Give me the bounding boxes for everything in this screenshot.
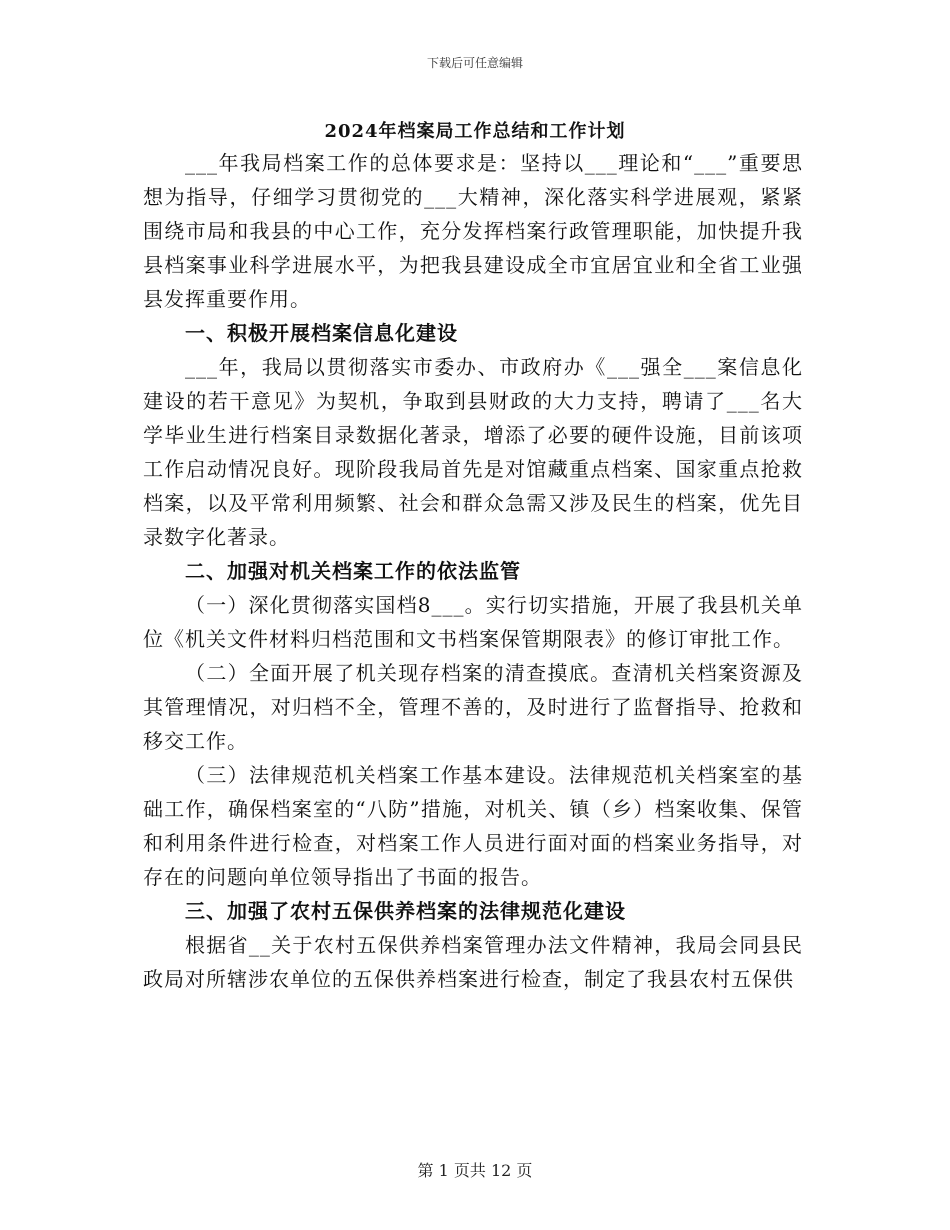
paragraph-intro: ___年我局档案工作的总体要求是：坚持以___理论和“___”重要思想为指导，仔细学习贯彻党的___大精神，深化落实科学进展观，紧紧围绕市局和我县的中心工作，充分发挥档案行政管理职能，加快提升我县档案事业科学进展水平，为把我县建设成全市宜居宜业和全省工业强县发挥重要作用。 (143, 151, 803, 311)
section-heading-1: 一、积极开展档案信息化建设 (185, 321, 458, 345)
document-body (143, 146, 803, 996)
document-title: 2024年档案局工作总结和工作计划 (324, 121, 626, 142)
page-header: 下载后可任意编辑 (426, 56, 523, 70)
paragraph-section-2-item-2: （二）全面开展了机关现存档案的清查摸底。查清机关档案资源及其管理情况，对归档不全，管理不善的，及时进行了监督指导、抢救和移交工作。 (143, 661, 803, 753)
paragraph-section-2-item-3: （三）法律规范机关档案工作基本建设。法律规范机关档案室的基础工作，确保档案室的“八防”措施，对机关、镇（乡）档案收集、保管和利用条件进行检查，对档案工作人员进行面对面的档案业务指导，对存在的问题向单位领导指出了书面的报告。 (143, 763, 803, 889)
paragraph-section-3: 根据省__关于农村五保供养档案管理办法文件精神，我局会同县民政局对所辖涉农单位的五保供养档案进行检查，制定了我县农村五保供 (143, 933, 803, 991)
paragraph-section-2-item-1: （一）深化贯彻落实国档8___。实行切实措施，开展了我县机关单位《机关文件材料归档范围和文书档案保管期限表》的修订审批工作。 (143, 593, 803, 651)
section-heading-3: 三、加强了农村五保供养档案的法律规范化建设 (185, 899, 626, 923)
paragraph-section-1: ___年，我局以贯彻落实市委办、市政府办《___强全___案信息化建设的若干意见》为契机，争取到县财政的大力支持，聘请了___名大学毕业生进行档案目录数据化著录，增添了必要的硬件设施，目前该项工作启动情况良好。现阶段我局首先是对馆藏重点档案、国家重点抢救档案，以及平常利用频繁、社会和群众急需又涉及民生的档案，优先目录数字化著录。 (143, 355, 803, 549)
page-footer: 第 1 页共 12 页 (417, 1161, 533, 1180)
section-heading-2: 二、加强对机关档案工作的依法监管 (185, 559, 521, 583)
